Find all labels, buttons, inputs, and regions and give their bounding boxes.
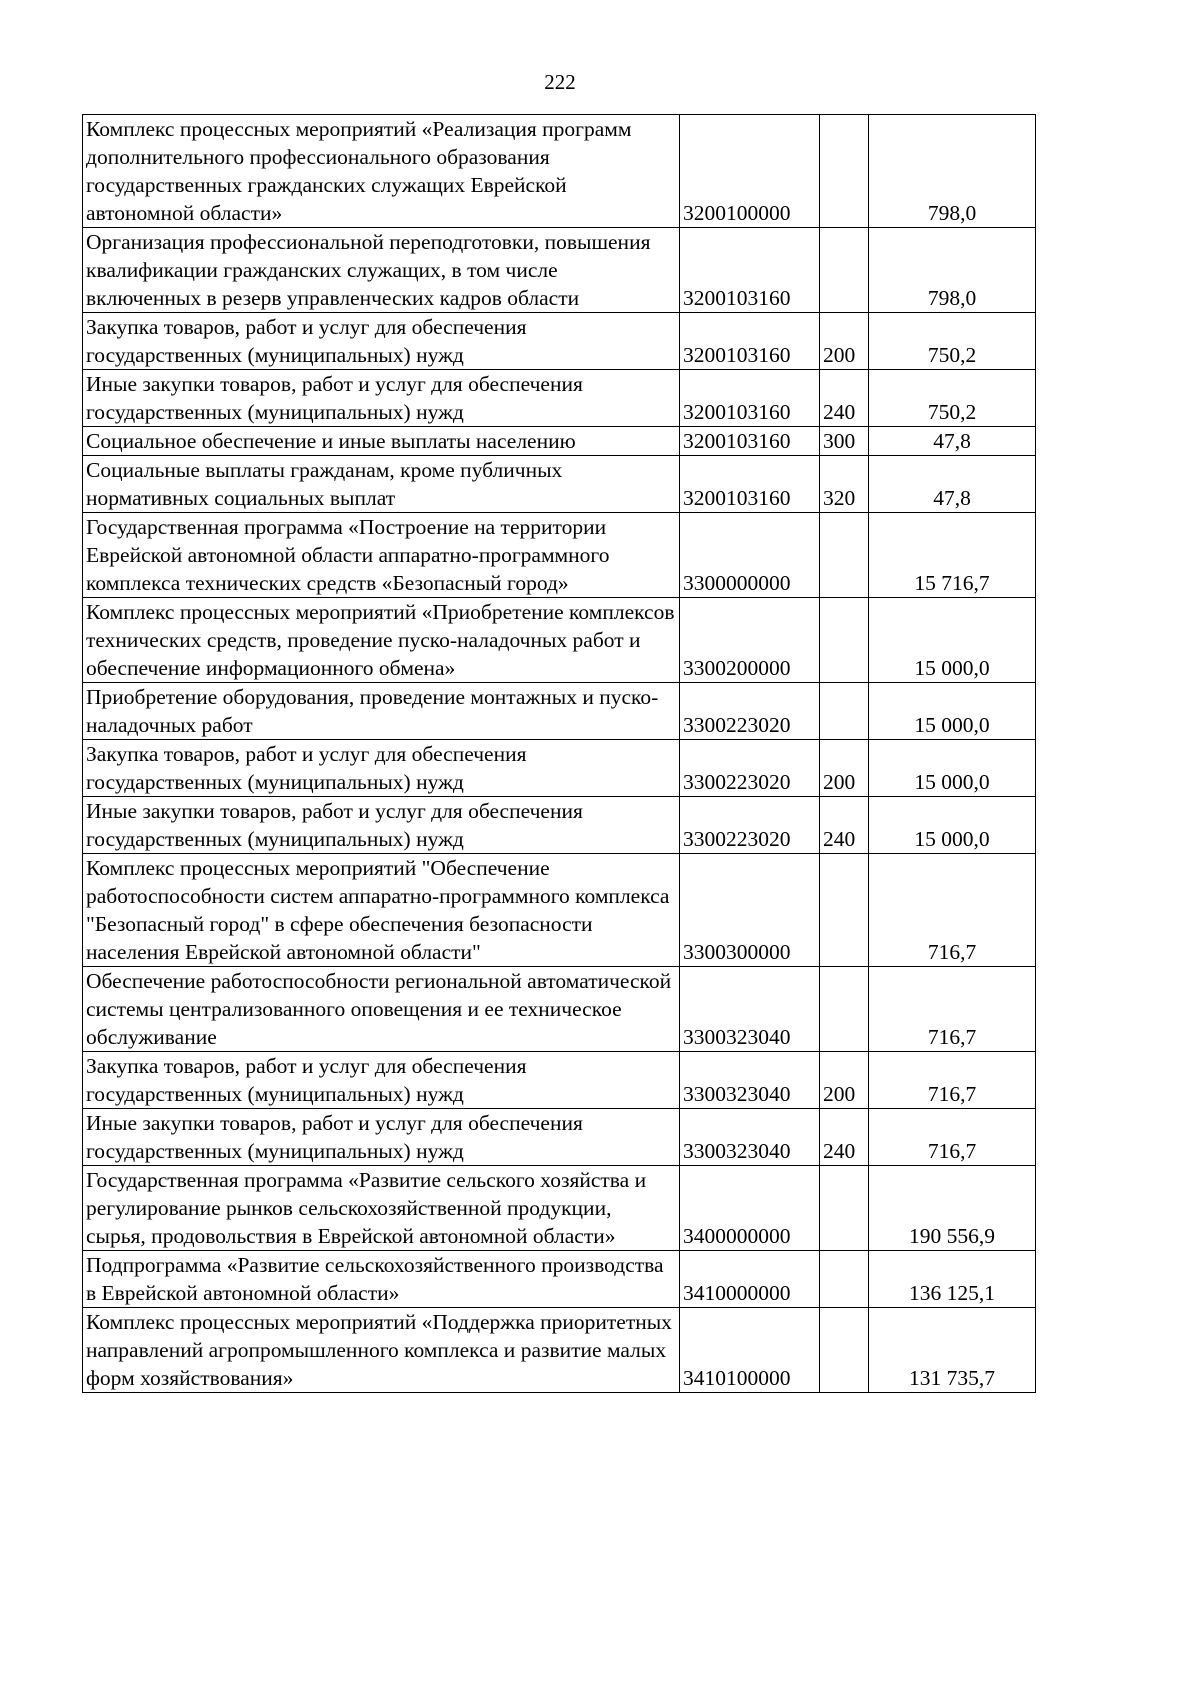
row-sum: 15 000,0	[869, 598, 1036, 683]
row-sum: 750,2	[869, 370, 1036, 427]
row-code: 3200103160	[680, 313, 820, 370]
row-expense-type	[820, 967, 869, 1052]
row-expense-type	[820, 1251, 869, 1308]
row-name: Комплекс процессных мероприятий "Обеспечение работоспособности систем аппаратно-программного комплекса "Безопасный город" в сфере обеспечения безопасности населения Еврейской автономной области"	[83, 854, 680, 967]
row-code: 3200103160	[680, 228, 820, 313]
budget-table	[82, 114, 1036, 1393]
table-row	[83, 1166, 1036, 1251]
table-row	[83, 513, 1036, 598]
row-name: Закупка товаров, работ и услуг для обеспечения государственных (муниципальных) нужд	[83, 1052, 680, 1109]
row-name: Обеспечение работоспособности региональной автоматической системы централизованного оповещения и ее техническое обслуживание	[83, 967, 680, 1052]
row-sum: 15 000,0	[869, 740, 1036, 797]
row-name: Государственная программа «Развитие сельского хозяйства и регулирование рынков сельскохозяйственной продукции, сырья, продовольствия в Еврейской автономной области»	[83, 1166, 680, 1251]
row-name: Социальное обеспечение и иные выплаты населению	[83, 427, 680, 456]
row-sum: 190 556,9	[869, 1166, 1036, 1251]
table-row	[83, 1251, 1036, 1308]
row-sum: 798,0	[869, 115, 1036, 228]
row-code: 3300323040	[680, 1109, 820, 1166]
row-name: Комплекс процессных мероприятий «Поддержка приоритетных направлений агропромышленного комплекса и развитие малых форм хозяйствования»	[83, 1308, 680, 1393]
row-code: 3300223020	[680, 740, 820, 797]
row-code: 3200103160	[680, 370, 820, 427]
row-expense-type: 300	[820, 427, 869, 456]
table-row	[83, 370, 1036, 427]
table-row	[83, 427, 1036, 456]
row-code: 3200103160	[680, 456, 820, 513]
table-row	[83, 456, 1036, 513]
row-name: Закупка товаров, работ и услуг для обеспечения государственных (муниципальных) нужд	[83, 740, 680, 797]
table-row	[83, 1109, 1036, 1166]
table-row	[83, 1308, 1036, 1393]
row-name: Организация профессиональной переподготовки, повышения квалификации гражданских служащих, в том числе включенных в резерв управленческих кадров области	[83, 228, 680, 313]
row-expense-type: 240	[820, 1109, 869, 1166]
table-row	[83, 967, 1036, 1052]
row-sum: 47,8	[869, 456, 1036, 513]
row-sum: 716,7	[869, 854, 1036, 967]
row-code: 3300223020	[680, 797, 820, 854]
row-sum: 15 000,0	[869, 797, 1036, 854]
table-row	[83, 854, 1036, 967]
row-expense-type	[820, 513, 869, 598]
row-expense-type	[820, 228, 869, 313]
row-expense-type: 320	[820, 456, 869, 513]
row-expense-type	[820, 683, 869, 740]
row-expense-type: 240	[820, 797, 869, 854]
row-expense-type	[820, 1166, 869, 1251]
row-name: Иные закупки товаров, работ и услуг для обеспечения государственных (муниципальных) нужд	[83, 370, 680, 427]
table-row	[83, 797, 1036, 854]
row-name: Социальные выплаты гражданам, кроме публичных нормативных социальных выплат	[83, 456, 680, 513]
row-code: 3200103160	[680, 427, 820, 456]
row-name: Подпрограмма «Развитие сельскохозяйственного производства в Еврейской автономной области»	[83, 1251, 680, 1308]
row-code: 3300200000	[680, 598, 820, 683]
row-name: Иные закупки товаров, работ и услуг для обеспечения государственных (муниципальных) нужд	[83, 797, 680, 854]
table-row	[83, 683, 1036, 740]
table-row	[83, 115, 1036, 228]
table-row	[83, 228, 1036, 313]
row-sum: 716,7	[869, 967, 1036, 1052]
table-row	[83, 313, 1036, 370]
row-sum: 15 716,7	[869, 513, 1036, 598]
page-number: 222	[544, 70, 576, 94]
row-name: Иные закупки товаров, работ и услуг для обеспечения государственных (муниципальных) нужд	[83, 1109, 680, 1166]
row-expense-type: 200	[820, 313, 869, 370]
row-expense-type	[820, 598, 869, 683]
row-name: Комплекс процессных мероприятий «Приобретение комплексов технических средств, проведение пуско-наладочных работ и обеспечение информационного обмена»	[83, 598, 680, 683]
table-row	[83, 598, 1036, 683]
row-code: 3410000000	[680, 1251, 820, 1308]
row-code: 3300300000	[680, 854, 820, 967]
row-sum: 47,8	[869, 427, 1036, 456]
row-expense-type	[820, 115, 869, 228]
row-name: Комплекс процессных мероприятий «Реализация программ дополнительного профессионального образования государственных гражданских служащих Еврейской автономной области»	[83, 115, 680, 228]
table-row	[83, 1052, 1036, 1109]
row-name: Закупка товаров, работ и услуг для обеспечения государственных (муниципальных) нужд	[83, 313, 680, 370]
row-expense-type	[820, 854, 869, 967]
row-name: Приобретение оборудования, проведение монтажных и пуско-наладочных работ	[83, 683, 680, 740]
row-expense-type: 240	[820, 370, 869, 427]
row-expense-type: 200	[820, 1052, 869, 1109]
row-code: 3200100000	[680, 115, 820, 228]
row-sum: 15 000,0	[869, 683, 1036, 740]
budget-table-body	[83, 115, 1036, 1393]
row-sum: 750,2	[869, 313, 1036, 370]
row-code: 3300000000	[680, 513, 820, 598]
row-code: 3300323040	[680, 1052, 820, 1109]
row-code: 3300223020	[680, 683, 820, 740]
table-row	[83, 740, 1036, 797]
row-expense-type: 200	[820, 740, 869, 797]
row-code: 3400000000	[680, 1166, 820, 1251]
row-expense-type	[820, 1308, 869, 1393]
row-sum: 798,0	[869, 228, 1036, 313]
row-code: 3410100000	[680, 1308, 820, 1393]
row-sum: 716,7	[869, 1052, 1036, 1109]
row-name: Государственная программа «Построение на территории Еврейской автономной области аппаратно-программного комплекса технических средств «Безопасный город»	[83, 513, 680, 598]
row-sum: 136 125,1	[869, 1251, 1036, 1308]
row-code: 3300323040	[680, 967, 820, 1052]
row-sum: 131 735,7	[869, 1308, 1036, 1393]
row-sum: 716,7	[869, 1109, 1036, 1166]
